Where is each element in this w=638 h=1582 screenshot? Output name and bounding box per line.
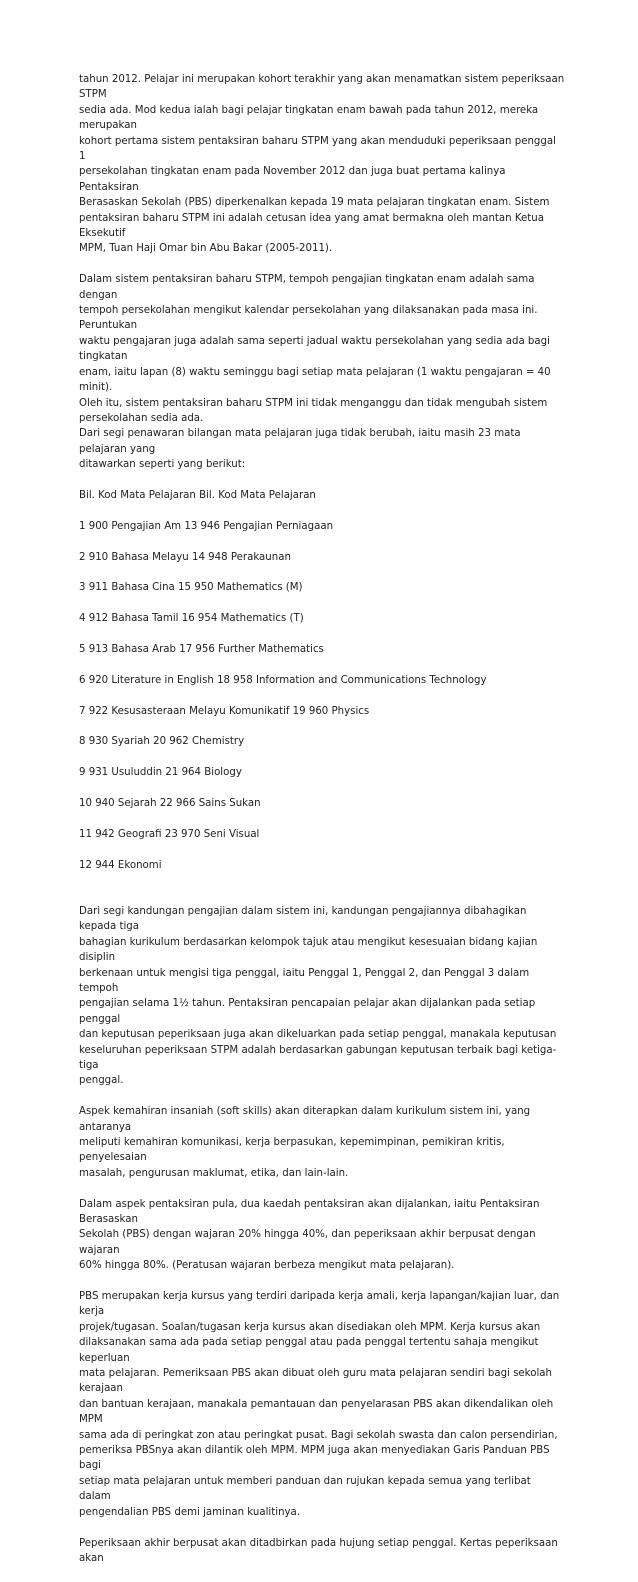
subject-table-row: 11 942 Geografi 23 970 Seni Visual	[79, 828, 260, 840]
subject-table-row: 9 931 Usuluddin 21 964 Biology	[79, 767, 242, 779]
subject-table	[79, 473, 565, 889]
subject-table-row: 4 912 Bahasa Tamil 16 954 Mathematics (T)	[79, 613, 304, 625]
paragraph-assessment: Dalam aspek pentaksiran pula, dua kaedah pentaksiran akan dijalankan, iaitu Pentaksiran Berasaskan Sekolah (PBS) dengan wajaran 20% hingga 40%, dan peperiksaan akhir berpusat dengan wajaran 60% hingga 80%. (Peratusan wajaran berbeza mengikut mata pelajaran).	[79, 1198, 540, 1272]
subject-table-row: 1 900 Pengajian Am 13 946 Pengajian Perniagaan	[79, 520, 334, 532]
subject-table-row: 12 944 Ekonomi	[79, 859, 162, 871]
paragraph-final-exam: Peperiksaan akhir berpusat akan ditadbirkan pada hujung setiap penggal. Kertas peperiksaan akan	[79, 1537, 558, 1564]
subject-table-row: 2 910 Bahasa Melayu 14 948 Perakaunan	[79, 551, 291, 563]
paragraph-study-period: Dalam sistem pentaksiran baharu STPM, tempoh pengajian tingkatan enam adalah sama dengan tempoh persekolahan mengikut kalendar persekolahan yang dilaksanakan pada masa ini. Peruntukan waktu pengajaran juga adalah sama seperti jadual waktu persekolahan yang sedia ada bagi tingkatan enam, iaitu lapan (8) waktu seminggu bagi setiap mata pelajaran (1 waktu pengajaran = 40 minit). Oleh itu, sistem pentaksiran baharu STPM ini tidak menganggu dan tidak mengubah sistem persekolahan sedia ada. Dari segi penawaran bilangan mata pelajaran juga tidak berubah, iaitu masih 23 mata pelajaran yang ditawarkan seperti yang berikut:	[79, 274, 551, 471]
subject-table-row: 8 930 Syariah 20 962 Chemistry	[79, 736, 245, 748]
paragraph-curriculum: Dari segi kandungan pengajian dalam sistem ini, kandungan pengajiannya dibahagikan kepada tiga bahagian kurikulum berdasarkan kelompok tajuk atau mengikut kesesuaian bidang kajian disiplin berkenaan untuk mengisi tiga penggal, iaitu Penggal 1, Penggal 2, dan Penggal 3 dalam tempoh pengajian selama 1½ tahun. Pentaksiran pencapaian pelajar akan dijalankan pada setiap penggal dan keputusan peperiksaan juga akan dikeluarkan pada setiap penggal, manakala keputusan keseluruhan peperiksaan STPM adalah berdasarkan gabungan keputusan terbaik bagi ketiga-tiga penggal.	[79, 905, 557, 1087]
subject-table-row: 6 920 Literature in English 18 958 Information and Communications Technology	[79, 674, 487, 686]
paragraph-pbs: PBS merupakan kerja kursus yang terdiri daripada kerja amali, kerja lapangan/kajian luar, dan kerja projek/tugasan. Soalan/tugasan kerja kursus akan disediakan oleh MPM. Kerja kursus akan dilaksanakan sama ada pada setiap penggal atau pada penggal tertentu sahaja mengikut keperluan mata pelajaran. Pemeriksaan PBS akan dibuat oleh guru mata pelajaran sendiri bagi sekolah kerajaan dan bantuan kerajaan, manakala pemantauan dan penyelarasan PBS akan dikendalikan oleh MPM sama ada di peringkat zon atau peringkat pusat. Bagi sekolah swasta dan calon persendirian, pemeriksa PBSnya akan dilantik oleh MPM. MPM juga akan menyediakan Garis Panduan PBS bagi setiap mata pelajaran untuk memberi panduan dan rujukan kepada semua yang terlibat dalam pengendalian PBS demi jaminan kualitinya.	[79, 1291, 560, 1518]
subject-table-row: 7 922 Kesusasteraan Melayu Komunikatif 19 960 Physics	[79, 705, 370, 717]
paragraph-stpm-cohort: tahun 2012. Pelajar ini merupakan kohort terakhir yang akan menamatkan sistem peperiksaan STPM sedia ada. Mod kedua ialah bagi pelajar tingkatan enam bawah pada tahun 2012, mereka merupakan kohort pertama sistem pentaksiran baharu STPM yang akan menduduki peperiksaan penggal 1 persekolahan tingkatan enam pada November 2012 dan juga buat pertama kalinya Pentaksiran Berasaskan Sekolah (PBS) diperkenalkan kepada 19 mata pelajaran tingkatan enam. Sistem pentaksiran baharu STPM ini adalah cetusan idea yang amat bermakna oleh mantan Ketua Eksekutif MPM, Tuan Haji Omar bin Abu Bakar (2005-2011).	[79, 74, 565, 255]
subject-table-row: 5 913 Bahasa Arab 17 956 Further Mathematics	[79, 644, 324, 656]
document-page	[79, 72, 565, 1582]
subject-table-row: 10 940 Sejarah 22 966 Sains Sukan	[79, 798, 261, 810]
subject-table-row: 3 911 Bahasa Cina 15 950 Mathematics (M)	[79, 582, 303, 594]
paragraph-soft-skills: Aspek kemahiran insaniah (soft skills) akan diterapkan dalam kurikulum sistem ini, yang antaranya meliputi kemahiran komunikasi, kerja berpasukan, kepemimpinan, pemikiran kritis, penyelesaian masalah, pengurusan maklumat, etika, dan lain-lain.	[79, 1106, 531, 1179]
subject-table-header: Bil. Kod Mata Pelajaran Bil. Kod Mata Pelajaran	[79, 489, 316, 501]
